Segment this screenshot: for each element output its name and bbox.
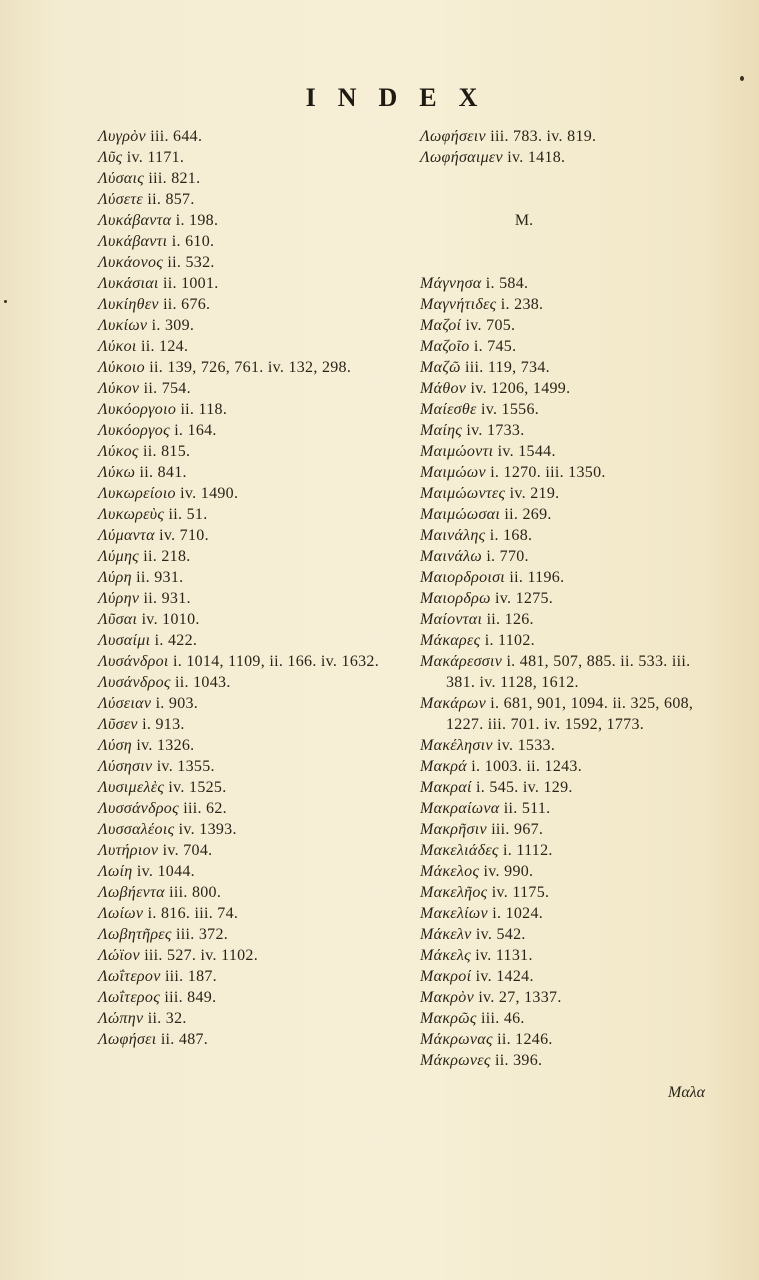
index-headword: Λυκάβαντα bbox=[98, 212, 172, 229]
index-headword: Λυσαίμι bbox=[98, 632, 151, 649]
index-references: i. 903. bbox=[155, 695, 199, 712]
index-references: i. 168. bbox=[489, 527, 533, 544]
index-references: ii. 269. bbox=[504, 506, 552, 523]
index-headword: Λύκοιο bbox=[98, 359, 145, 376]
index-entry bbox=[98, 189, 402, 210]
index-entry bbox=[420, 756, 720, 777]
index-entry bbox=[98, 609, 402, 630]
index-headword: Λωφήσειν bbox=[420, 128, 486, 145]
index-entry bbox=[420, 1008, 720, 1029]
index-references: iv. 1544. bbox=[497, 443, 556, 460]
index-entry bbox=[98, 504, 402, 525]
index-entry bbox=[98, 294, 402, 315]
index-entry bbox=[98, 945, 402, 966]
index-entry bbox=[420, 147, 720, 168]
index-headword: Μακελιάδες bbox=[420, 842, 499, 859]
index-headword: Λύσειαν bbox=[98, 695, 152, 712]
ink-speck bbox=[740, 76, 744, 81]
index-references: ii. 931. bbox=[143, 590, 191, 607]
index-headword: Λύκοι bbox=[98, 338, 137, 355]
index-references: i. 164. bbox=[174, 422, 217, 439]
index-references: ii. 815. bbox=[143, 443, 191, 460]
index-references: ii. 841. bbox=[139, 464, 187, 481]
index-headword: Λωΐτερον bbox=[98, 968, 161, 985]
index-headword: Λυσάνδρος bbox=[98, 674, 171, 691]
index-headword: Μακελίων bbox=[420, 905, 488, 922]
index-entry bbox=[420, 819, 720, 840]
index-headword: Λυσσάνδρος bbox=[98, 800, 179, 817]
index-references: i. 481, 507, 885. ii. 533. iii. 381. iv. 1128, 1612. bbox=[446, 653, 691, 691]
index-headword: Μαιμώωσαι bbox=[420, 506, 501, 523]
index-references: i. 770. bbox=[486, 548, 529, 565]
index-headword: Μακάρεσσιν bbox=[420, 653, 503, 670]
index-references: iii. 187. bbox=[164, 968, 217, 985]
index-references: i. 309. bbox=[151, 317, 195, 334]
index-headword: Μάκρωνας bbox=[420, 1031, 493, 1048]
index-entry bbox=[420, 357, 720, 378]
index-references: iv. 705. bbox=[465, 317, 516, 334]
index-headword: Λυκίων bbox=[98, 317, 148, 334]
index-entry bbox=[420, 441, 720, 462]
index-headword: Λῦσεν bbox=[98, 716, 138, 733]
index-references: ii. 218. bbox=[143, 548, 191, 565]
index-headword: Μαινάλης bbox=[420, 527, 486, 544]
index-entry bbox=[98, 756, 402, 777]
index-references: ii. 931. bbox=[136, 569, 184, 586]
index-entry bbox=[420, 483, 720, 504]
index-headword: Μαζοί bbox=[420, 317, 462, 334]
index-headword: Μακελῆος bbox=[420, 884, 488, 901]
index-headword: Λύσησιν bbox=[98, 758, 153, 775]
index-references: i. 422. bbox=[154, 632, 198, 649]
index-headword: Λυκωρεὺς bbox=[98, 506, 165, 523]
index-entry bbox=[420, 630, 720, 651]
index-entry bbox=[98, 441, 402, 462]
index-headword: Μάκελς bbox=[420, 947, 471, 964]
index-headword: Λυκόοργος bbox=[98, 422, 170, 439]
index-entry bbox=[98, 819, 402, 840]
index-references: ii. 1043. bbox=[175, 674, 231, 691]
index-references: ii. 754. bbox=[143, 380, 191, 397]
index-entry bbox=[98, 546, 402, 567]
index-headword: Λύκω bbox=[98, 464, 136, 481]
index-headword: Μαζοῖο bbox=[420, 338, 470, 355]
index-references: i. 1024. bbox=[492, 905, 544, 922]
index-references: iv. 704. bbox=[162, 842, 213, 859]
page-title: INDEX bbox=[305, 83, 500, 112]
index-entry bbox=[420, 504, 720, 525]
index-references: ii. 139, 726, 761. iv. 132, 298. bbox=[149, 359, 352, 376]
index-headword: Λωφήσαιμεν bbox=[420, 149, 503, 166]
index-entry bbox=[420, 693, 720, 735]
index-references: ii. 124. bbox=[140, 338, 189, 355]
index-headword: Λώπην bbox=[98, 1010, 144, 1027]
index-references: iv. 1393. bbox=[178, 821, 237, 838]
index-headword: Λύσαις bbox=[98, 170, 145, 187]
index-references: i. 1112. bbox=[503, 842, 553, 859]
index-references: ii. 1196. bbox=[509, 569, 565, 586]
index-entry bbox=[98, 462, 402, 483]
index-entry bbox=[98, 693, 402, 714]
index-headword: Μακρῆσιν bbox=[420, 821, 487, 838]
index-entry bbox=[98, 672, 402, 693]
index-headword: Μακρῶς bbox=[420, 1010, 477, 1027]
index-entry bbox=[420, 966, 720, 987]
index-references: iv. 1418. bbox=[507, 149, 566, 166]
index-entry bbox=[98, 483, 402, 504]
index-headword: Λῦσαι bbox=[98, 611, 138, 628]
index-entry bbox=[420, 588, 720, 609]
index-references: iv. 990. bbox=[483, 863, 534, 880]
index-references: i. 545. iv. 129. bbox=[476, 779, 573, 796]
index-entry bbox=[98, 336, 402, 357]
index-entry bbox=[420, 378, 720, 399]
index-references: iv. 1010. bbox=[141, 611, 200, 628]
index-references: iii. 800. bbox=[169, 884, 222, 901]
section-letter: M. bbox=[514, 212, 534, 229]
index-entry bbox=[98, 966, 402, 987]
index-entry bbox=[420, 798, 720, 819]
index-headword: Λῦς bbox=[98, 149, 123, 166]
index-headword: Λωφήσει bbox=[98, 1031, 157, 1048]
index-entry bbox=[98, 651, 402, 672]
index-entry bbox=[98, 861, 402, 882]
index-entry bbox=[98, 987, 402, 1008]
index-headword: Λυσάνδροι bbox=[98, 653, 169, 670]
index-references: iii. 62. bbox=[183, 800, 227, 817]
index-entry bbox=[420, 126, 720, 147]
index-entry bbox=[420, 840, 720, 861]
index-headword: Λυκάονος bbox=[98, 254, 164, 271]
index-entry bbox=[420, 525, 720, 546]
index-references: ii. 857. bbox=[147, 191, 195, 208]
index-references: ii. 126. bbox=[486, 611, 534, 628]
index-headword: Μαγνήτιδες bbox=[420, 296, 497, 313]
index-entry bbox=[98, 714, 402, 735]
index-references: i. 610. bbox=[171, 233, 215, 250]
index-headword: Λύρην bbox=[98, 590, 140, 607]
index-references: iii. 119, 734. bbox=[465, 359, 550, 376]
index-headword: Μαζῶ bbox=[420, 359, 461, 376]
index-references: iv. 27, 1337. bbox=[478, 989, 562, 1006]
index-references: iv. 1175. bbox=[491, 884, 550, 901]
index-references: i. 816. iii. 74. bbox=[147, 905, 239, 922]
index-references: iv. 1490. bbox=[180, 485, 239, 502]
index-references: ii. 1001. bbox=[162, 275, 219, 292]
index-entry bbox=[98, 777, 402, 798]
index-references: i. 1003. ii. 1243. bbox=[471, 758, 583, 775]
index-entry bbox=[420, 924, 720, 945]
index-entry bbox=[420, 651, 720, 693]
index-references: iv. 1044. bbox=[136, 863, 195, 880]
index-headword: Μακέλησιν bbox=[420, 737, 493, 754]
index-references: iii. 967. bbox=[491, 821, 544, 838]
index-references: iv. 1355. bbox=[156, 758, 215, 775]
index-entry bbox=[98, 567, 402, 588]
index-references: iii. 372. bbox=[176, 926, 229, 943]
index-headword: Μακροί bbox=[420, 968, 472, 985]
index-references: iii. 644. bbox=[150, 128, 203, 145]
index-entry bbox=[98, 588, 402, 609]
index-headword: Λυκάβαντι bbox=[98, 233, 168, 250]
index-headword: Μαιμώων bbox=[420, 464, 486, 481]
index-references: ii. 396. bbox=[495, 1052, 543, 1069]
index-headword: Μακάρων bbox=[420, 695, 486, 712]
index-entry bbox=[420, 861, 720, 882]
index-headword: Μάκελν bbox=[420, 926, 472, 943]
index-headword: Λυκωρείοιο bbox=[98, 485, 176, 502]
index-headword: Λυτήριον bbox=[98, 842, 159, 859]
index-references: iv. 1171. bbox=[126, 149, 185, 166]
index-headword: Μαίεσθε bbox=[420, 401, 477, 418]
index-entry bbox=[98, 798, 402, 819]
index-headword: Μακραίωνα bbox=[420, 800, 500, 817]
index-references: iv. 1275. bbox=[494, 590, 554, 607]
index-entry bbox=[98, 357, 402, 378]
index-entry bbox=[420, 1050, 720, 1071]
index-headword: Λώϊον bbox=[98, 947, 140, 964]
index-headword: Μακρά bbox=[420, 758, 467, 775]
index-headword: Μαιορδροισι bbox=[420, 569, 506, 586]
index-references: i. 238. bbox=[500, 296, 544, 313]
index-references: iv. 1206, 1499. bbox=[470, 380, 571, 397]
index-headword: Λυσσαλέοις bbox=[98, 821, 175, 838]
index-references: iv. 1533. bbox=[497, 737, 556, 754]
index-references: i. 1102. bbox=[484, 632, 535, 649]
index-references: iii. 46. bbox=[481, 1010, 525, 1027]
index-references: i. 198. bbox=[175, 212, 219, 229]
index-headword: Μάγνησα bbox=[420, 275, 482, 292]
ink-speck bbox=[4, 300, 7, 303]
index-headword: Μακρὸν bbox=[420, 989, 474, 1006]
index-references: i. 913. bbox=[142, 716, 185, 733]
index-references: i. 745. bbox=[473, 338, 517, 355]
index-headword: Μαίης bbox=[420, 422, 463, 439]
index-references: iv. 1733. bbox=[466, 422, 525, 439]
index-entry bbox=[420, 273, 720, 294]
index-references: iv. 1326. bbox=[136, 737, 195, 754]
index-references: ii. 32. bbox=[147, 1010, 187, 1027]
index-entry bbox=[420, 777, 720, 798]
index-references: iii. 783. iv. 819. bbox=[490, 128, 597, 145]
index-entry bbox=[98, 210, 402, 231]
index-headword: Μάκαρες bbox=[420, 632, 481, 649]
index-references: iv. 542. bbox=[475, 926, 526, 943]
index-entry bbox=[98, 126, 402, 147]
index-entry bbox=[420, 567, 720, 588]
index-entry bbox=[98, 840, 402, 861]
right-top-entries bbox=[420, 126, 720, 168]
index-references: iii. 849. bbox=[164, 989, 217, 1006]
index-headword: Μαινάλω bbox=[420, 548, 482, 565]
index-entry bbox=[98, 378, 402, 399]
index-entry bbox=[420, 462, 720, 483]
index-entry bbox=[420, 987, 720, 1008]
index-headword: Μάκρωνες bbox=[420, 1052, 491, 1069]
index-headword: Λύκον bbox=[98, 380, 140, 397]
index-references: ii. 676. bbox=[163, 296, 211, 313]
index-entry bbox=[420, 546, 720, 567]
index-headword: Λωίων bbox=[98, 905, 144, 922]
index-entry bbox=[98, 903, 402, 924]
index-references: iv. 1131. bbox=[475, 947, 533, 964]
index-entry bbox=[98, 252, 402, 273]
index-headword: Μαιμώωντες bbox=[420, 485, 506, 502]
index-headword: Μάθον bbox=[420, 380, 467, 397]
index-references: iv. 1556. bbox=[480, 401, 540, 418]
index-references: i. 1014, 1109, ii. 166. iv. 1632. bbox=[172, 653, 380, 670]
index-references: iv. 1424. bbox=[475, 968, 534, 985]
index-references: ii. 1246. bbox=[497, 1031, 553, 1048]
index-references: ii. 511. bbox=[503, 800, 551, 817]
index-headword: Λωβητῆρες bbox=[98, 926, 172, 943]
index-entry bbox=[420, 336, 720, 357]
right-main-entries bbox=[420, 273, 720, 1071]
index-headword: Λύκος bbox=[98, 443, 139, 460]
index-entry bbox=[420, 609, 720, 630]
index-entry bbox=[420, 294, 720, 315]
index-headword: Λωίη bbox=[98, 863, 133, 880]
right-index-column bbox=[420, 126, 720, 1071]
index-headword: Μαίονται bbox=[420, 611, 483, 628]
index-headword: Μακραί bbox=[420, 779, 472, 796]
index-headword: Λωΐτερος bbox=[98, 989, 161, 1006]
index-headword: Μαιμώοντι bbox=[420, 443, 494, 460]
index-entry bbox=[420, 735, 720, 756]
index-references: ii. 487. bbox=[160, 1031, 209, 1048]
index-entry bbox=[98, 147, 402, 168]
index-entry bbox=[98, 420, 402, 441]
index-headword: Λύση bbox=[98, 737, 133, 754]
index-entry bbox=[98, 882, 402, 903]
index-references: ii. 118. bbox=[180, 401, 228, 418]
left-index-column bbox=[98, 126, 402, 1050]
index-entry bbox=[98, 525, 402, 546]
index-entry bbox=[420, 315, 720, 336]
index-entry bbox=[420, 903, 720, 924]
index-headword: Λυγρὸν bbox=[98, 128, 146, 145]
catchword: Μαλα bbox=[668, 1084, 706, 1101]
index-entry bbox=[98, 273, 402, 294]
index-references: ii. 51. bbox=[168, 506, 208, 523]
index-references: i. 1270. iii. 1350. bbox=[490, 464, 606, 481]
index-entry bbox=[98, 399, 402, 420]
index-entry bbox=[98, 924, 402, 945]
index-references: iv. 219. bbox=[509, 485, 560, 502]
index-references: iv. 710. bbox=[159, 527, 209, 544]
index-headword: Λυκάσιαι bbox=[98, 275, 159, 292]
index-entry bbox=[98, 630, 402, 651]
index-headword: Λύμαντα bbox=[98, 527, 155, 544]
index-references: iv. 1525. bbox=[168, 779, 227, 796]
index-headword: Μάκελος bbox=[420, 863, 480, 880]
index-entry bbox=[98, 1008, 402, 1029]
index-entry bbox=[98, 735, 402, 756]
index-headword: Λύσετε bbox=[98, 191, 144, 208]
index-entry bbox=[98, 1029, 402, 1050]
index-entry bbox=[98, 168, 402, 189]
index-references: i. 584. bbox=[485, 275, 529, 292]
index-references: iii. 527. iv. 1102. bbox=[144, 947, 259, 964]
index-headword: Μαιορδρω bbox=[420, 590, 491, 607]
index-entry bbox=[420, 420, 720, 441]
index-headword: Λυσιμελὲς bbox=[98, 779, 165, 796]
index-headword: Λύρη bbox=[98, 569, 132, 586]
index-entry bbox=[420, 1029, 720, 1050]
index-entry bbox=[420, 882, 720, 903]
index-references: ii. 532. bbox=[167, 254, 215, 271]
index-headword: Λυκόοργοιο bbox=[98, 401, 177, 418]
index-headword: Λυκίηθεν bbox=[98, 296, 159, 313]
index-references: iii. 821. bbox=[148, 170, 201, 187]
index-entry bbox=[420, 945, 720, 966]
index-references: i. 681, 901, 1094. ii. 325, 608, 1227. iii. 701. iv. 1592, 1773. bbox=[446, 695, 694, 733]
index-headword: Λωβήεντα bbox=[98, 884, 165, 901]
index-entry bbox=[98, 315, 402, 336]
index-headword: Λύμης bbox=[98, 548, 139, 565]
index-entry bbox=[98, 231, 402, 252]
index-entry bbox=[420, 399, 720, 420]
